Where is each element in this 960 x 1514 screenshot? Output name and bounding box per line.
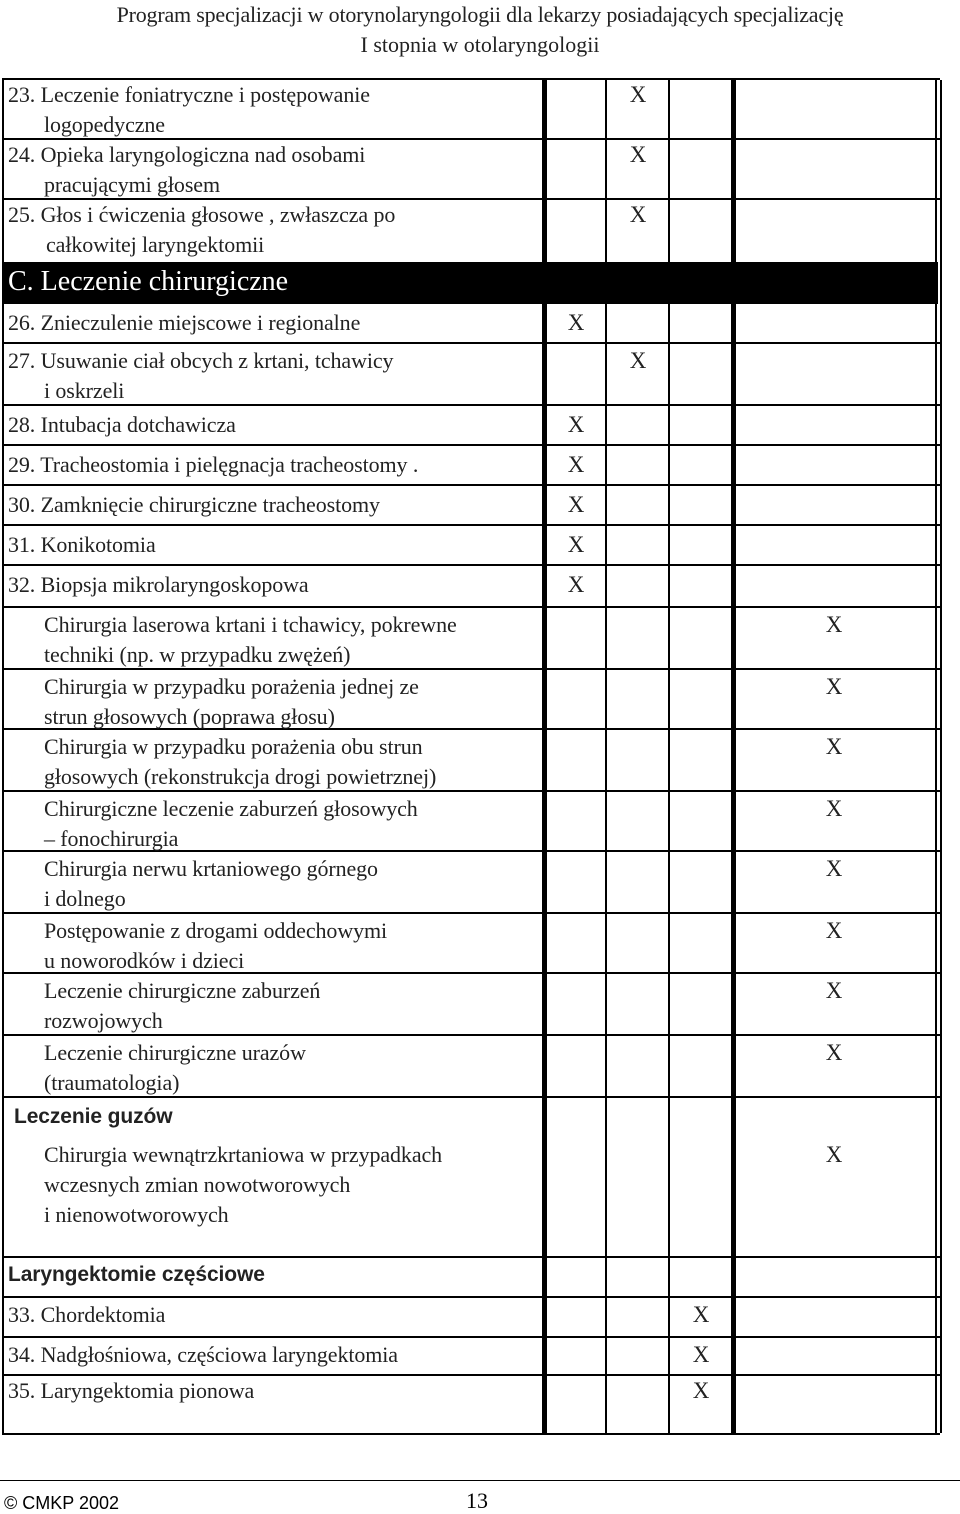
- program-table: [2, 78, 940, 1435]
- mark-x: X: [825, 612, 843, 637]
- mark-x: X: [825, 1040, 843, 1065]
- row-text: Chirurgiczne leczenie zaburzeń głosowych – fonochirurgia: [44, 796, 418, 851]
- row-text: Leczenie chirurgiczne urazów (traumatologia): [44, 1040, 306, 1095]
- table-row: [4, 526, 942, 566]
- table-row: [4, 140, 942, 200]
- mark-x: X: [825, 1142, 843, 1167]
- row-text: Chirurgia laserowa krtani i tchawicy, pokrewne techniki (np. w przypadku zwężeń): [44, 612, 457, 667]
- mark-x: X: [825, 674, 843, 699]
- table-row: [4, 486, 942, 526]
- row-text: 26. Znieczulenie miejscowe i regionalne: [8, 310, 361, 335]
- table-row: [4, 406, 942, 446]
- row-text: 27. Usuwanie ciał obcych z krtani, tchawicy i oskrzeli: [8, 348, 394, 403]
- table-row: [4, 1376, 942, 1434]
- table-row: [4, 730, 942, 792]
- mark-x: X: [692, 1342, 710, 1367]
- mark-x: X: [567, 492, 585, 517]
- row-text: 32. Biopsja mikrolaryngoskopowa: [8, 572, 309, 597]
- mark-x: X: [629, 202, 647, 227]
- table-row: [4, 608, 942, 670]
- mark-x: X: [567, 572, 585, 597]
- subsection-heading: Leczenie guzów: [14, 1105, 173, 1128]
- table-row: [4, 200, 942, 260]
- table-row: [4, 1338, 942, 1376]
- table-row: [4, 566, 942, 608]
- mark-x: X: [567, 412, 585, 437]
- mark-x: X: [567, 532, 585, 557]
- page-number: 13: [466, 1488, 488, 1513]
- row-text: 29. Tracheostomia i pielęgnacja tracheostomy .: [8, 452, 419, 477]
- table-row: [4, 1098, 942, 1138]
- mark-x: X: [825, 796, 843, 821]
- row-text: 34. Nadgłośniowa, częściowa laryngektomia: [8, 1342, 398, 1367]
- mark-x: X: [629, 348, 647, 373]
- row-text: Chirurgia w przypadku porażenia obu strun głosowych (rekonstrukcja drogi powietrznej): [44, 734, 437, 789]
- mark-x: X: [567, 452, 585, 477]
- header-title-line2: I stopnia w otolaryngologii: [360, 32, 600, 57]
- section-heading-bar: C. Leczenie chirurgiczne: [4, 262, 938, 304]
- header-title-line1: Program specjalizacji w otorynolaryngologii dla lekarzy posiadających specjalizację: [116, 2, 844, 27]
- row-text: 30. Zamknięcie chirurgiczne tracheostomy: [8, 492, 380, 517]
- table-row: [4, 914, 942, 974]
- row-text: Chirurgia wewnątrzkrtaniowa w przypadkach wczesnych zmian nowotworowych i nienowotworowych: [44, 1142, 443, 1227]
- copyright-text: © CMKP 2002: [4, 1493, 119, 1513]
- table-row: [4, 446, 942, 486]
- row-text: 35. Laryngektomia pionowa: [8, 1378, 255, 1403]
- mark-x: X: [825, 734, 843, 759]
- table-row: [4, 974, 942, 1036]
- row-text: Postępowanie z drogami oddechowymi u noworodków i dzieci: [44, 918, 388, 973]
- row-text: 31. Konikotomia: [8, 532, 156, 557]
- mark-x: X: [629, 82, 647, 107]
- row-text: 28. Intubacja dotchawicza: [8, 412, 236, 437]
- table-row: [4, 304, 942, 344]
- row-text: 24. Opieka laryngologiczna nad osobami pracującymi głosem: [8, 142, 366, 197]
- footer-divider: [0, 1480, 960, 1481]
- row-text: 25. Głos i ćwiczenia głosowe , zwłaszcza po całkowitej laryngektomii: [8, 202, 396, 257]
- mark-x: X: [825, 918, 843, 943]
- table-row: [4, 670, 942, 730]
- table-row: [4, 1138, 942, 1258]
- table-row: [4, 1298, 942, 1338]
- mark-x: X: [567, 310, 585, 335]
- subsection-heading: Laryngektomie częściowe: [8, 1263, 265, 1286]
- row-text: Chirurgia w przypadku porażenia jednej ze strun głosowych (poprawa głosu): [44, 674, 419, 729]
- table-row: [4, 1036, 942, 1098]
- table-row: [4, 1258, 942, 1298]
- page-header: [0, 0, 960, 60]
- row-text: Chirurgia nerwu krtaniowego górnego i dolnego: [44, 856, 378, 911]
- mark-x: X: [629, 142, 647, 167]
- table-row: [4, 792, 942, 852]
- mark-x: X: [692, 1302, 710, 1327]
- mark-x: X: [825, 978, 843, 1003]
- table-row: [4, 80, 942, 140]
- table-row: [4, 344, 942, 406]
- row-text: 23. Leczenie foniatryczne i postępowanie logopedyczne: [8, 82, 370, 137]
- row-text: Leczenie chirurgiczne zaburzeń rozwojowych: [44, 978, 321, 1033]
- mark-x: X: [692, 1378, 710, 1403]
- table-row: [4, 852, 942, 914]
- row-text: 33. Chordektomia: [8, 1302, 166, 1327]
- mark-x: X: [825, 856, 843, 881]
